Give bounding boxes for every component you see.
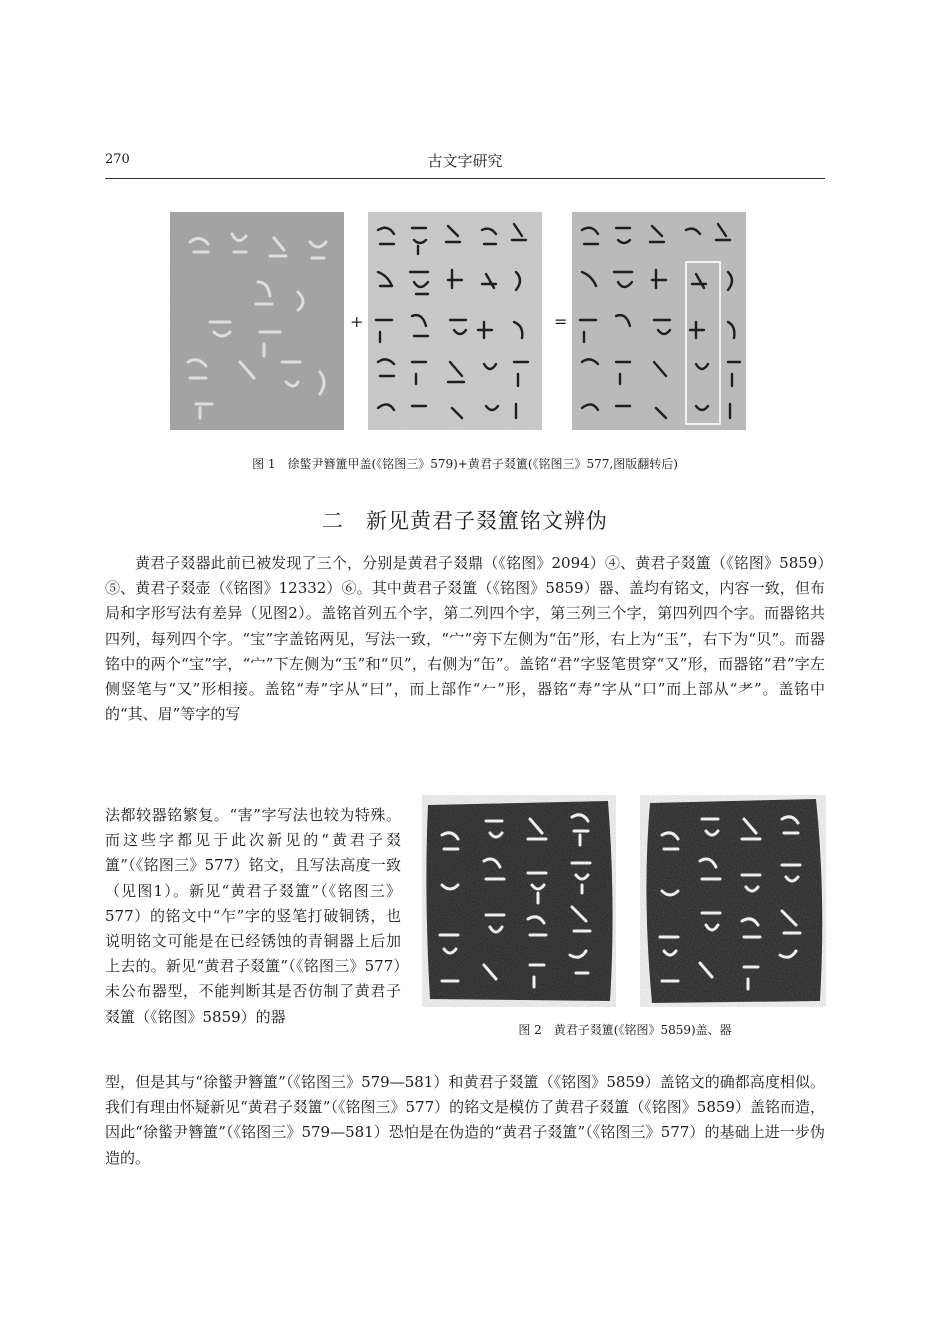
figure-1-panel-composite <box>572 212 746 430</box>
figure-1-panel-xu-lid <box>170 212 344 430</box>
page-number: 270 <box>105 152 130 167</box>
plus-sign: + <box>350 312 364 331</box>
figure-2-rubbing-vessel <box>640 795 826 1007</box>
figure-1-panel-huang-flipped <box>368 212 542 430</box>
body-paragraph-3: 型，但是其与“徐螸尹簪簠”（《铭图三》579—581）和黄君子叕簠（《铭图》5859）盖铭文的确都高度相似。我们有理由怀疑新见“黄君子叕簠”（《铭图三》577）的铭文是模仿了黄君子叕簠（《铭图》5859）盖铭而造，因此“徐螸尹簪簠”（《铭图三》579—581）恐怕是在伪造的“黄君子叕簠”（《铭图三》577）的基础上进一步伪造的。 <box>105 1073 825 1167</box>
body-paragraph-2: 法都较器铭繁复。“害”字写法也较为特殊。而这些字都见于此次新见的“黄君子叕簠”（《铭图三》577）铭文，且写法高度一致（见图1）。新见“黄君子叕簠”（《铭图三》577）的铭文中“乍”字的竖笔打破铜锈，也说明铭文可能是在已经锈蚀的青铜器上后加上去的。新见“黄君子叕簠”（《铭图三》577）未公布器型，不能判断其是否仿制了黄君子叕簠（《铭图》5859）的器 <box>105 806 401 1026</box>
equals-sign: = <box>554 312 568 331</box>
body-paragraph-1: 黄君子叕器此前已被发现了三个，分别是黄君子叕鼎（《铭图》2094）④、黄君子叕簠（《铭图》5859）⑤、黄君子叕壶（《铭图》12332）⑥。其中黄君子叕簠（《铭图》5859）器、盖均有铭文，内容一致，但布局和字形写法有差异（见图2）。盖铭首列五个字，第二列四个字，第三列三个字，第四列四个字。而器铭共四列，每列四个字。“宝”字盖铭两见，写法一致，“宀”旁下左侧为“缶”形，右上为“玉”，右下为“贝”。而器铭中的两个“宝”字，“宀”下左侧为“玉”和“贝”，右侧为“缶”。盖铭“君”字竖笔贯穿“又”形，而器铭“君”字左侧竖笔与“又”形相接。盖铭“寿”字从“曰”，而上部作“𠂉”形，器铭“寿”字从“口”而上部从“耂”。盖铭中的“其、眉”等字的写 <box>105 554 825 724</box>
figure-1 <box>170 212 790 432</box>
figure-2 <box>418 795 828 1010</box>
running-header <box>105 150 825 179</box>
running-title: 古文字研究 <box>427 152 503 170</box>
figure-2-rubbing-lid <box>422 795 616 1007</box>
section-heading: 二 新见黄君子叕簠铭文辨伪 <box>322 509 608 533</box>
figure-2-caption: 图 2 黄君子叕簠(《铭图》5859)盖、器 <box>518 1023 732 1037</box>
figure-1-caption: 图 1 徐螸尹簪簠甲盖(《铭图三》579)+黄君子叕簠(《铭图三》577,图版翻转后) <box>252 457 678 471</box>
